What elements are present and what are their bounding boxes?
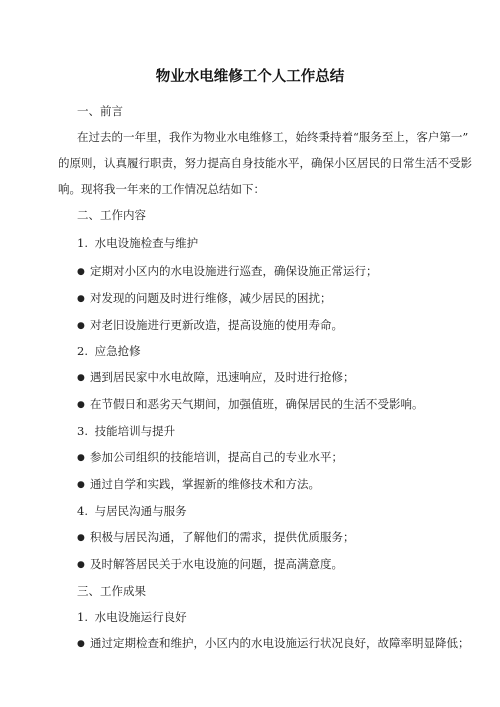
bullet-text: 对老旧设施进行更新改造，提高设施的使用寿命。	[90, 318, 343, 332]
numbered-item-2	[77, 343, 141, 359]
bullet-icon: ●	[77, 294, 85, 304]
bullet-item	[77, 635, 470, 652]
item-label: 应急抢修	[94, 344, 141, 358]
numbered-item-1	[77, 235, 198, 251]
bullet-text: 对发现的问题及时进行维修，减少居民的困扰；	[90, 291, 332, 305]
item-number: 4.	[77, 504, 88, 518]
bullet-icon: ●	[77, 267, 85, 277]
bullet-icon: ●	[77, 453, 85, 463]
bullet-text: 积极与居民沟通，了解他们的需求，提供优质服务；	[90, 530, 355, 544]
intro-line-3: 响。现将我一年来的工作情况总结如下：	[58, 182, 265, 196]
bullet-text: 定期对小区内的水电设施进行巡查，确保设施正常运行；	[90, 264, 378, 278]
bullet-item	[77, 396, 424, 413]
bullet-item	[77, 449, 343, 466]
item-label: 水电设施检查与维护	[94, 236, 199, 250]
numbered-item-3	[77, 423, 175, 439]
item-number: 1.	[77, 610, 88, 624]
bullet-item	[77, 556, 343, 573]
intro-line-1: 在过去的一年里，我作为物业水电维修工，始终秉持着“服务至上，客户第一”	[77, 130, 469, 144]
item-label: 与居民沟通与服务	[94, 504, 187, 518]
section-heading-work-content: 二、工作内容	[77, 208, 146, 222]
bullet-icon: ●	[77, 639, 85, 649]
item-label: 水电设施运行良好	[94, 610, 187, 624]
bullet-item	[77, 529, 355, 546]
bullet-text: 通过自学和实践，掌握新的维修技术和方法。	[90, 477, 320, 491]
bullet-icon: ●	[77, 480, 85, 490]
bullet-item	[77, 290, 332, 307]
bullet-icon: ●	[77, 560, 85, 570]
numbered-item-4	[77, 503, 187, 519]
bullet-item	[77, 476, 320, 493]
bullet-text: 及时解答居民关于水电设施的问题，提高满意度。	[90, 557, 343, 571]
bullet-text: 在节假日和恶劣天气期间，加强值班，确保居民的生活不受影响。	[90, 397, 424, 411]
item-number: 1.	[77, 236, 88, 250]
bullet-item	[77, 317, 343, 334]
section-heading-preface: 一、前言	[77, 104, 123, 118]
bullet-icon: ●	[77, 533, 85, 543]
intro-line-2: 的原则，认真履行职责，努力提高自身技能水平，确保小区居民的日常生活不受影	[58, 156, 472, 170]
bullet-text: 通过定期检查和维护，小区内的水电设施运行状况良好，故障率明显降低；	[90, 636, 470, 650]
bullet-item	[77, 263, 378, 280]
bullet-icon: ●	[77, 373, 85, 383]
item-number: 2.	[77, 344, 88, 358]
numbered-result-1	[77, 609, 187, 625]
document-title: 物业水电维修工个人工作总结	[155, 68, 345, 85]
section-heading-results: 三、工作成果	[77, 584, 146, 598]
item-number: 3.	[77, 424, 88, 438]
bullet-text: 参加公司组织的技能培训，提高自己的专业水平；	[90, 450, 343, 464]
item-label: 技能培训与提升	[94, 424, 176, 438]
bullet-icon: ●	[77, 321, 85, 331]
bullet-item	[77, 369, 355, 386]
bullet-text: 遇到居民家中水电故障，迅速响应，及时进行抢修；	[90, 370, 355, 384]
bullet-icon: ●	[77, 400, 85, 410]
